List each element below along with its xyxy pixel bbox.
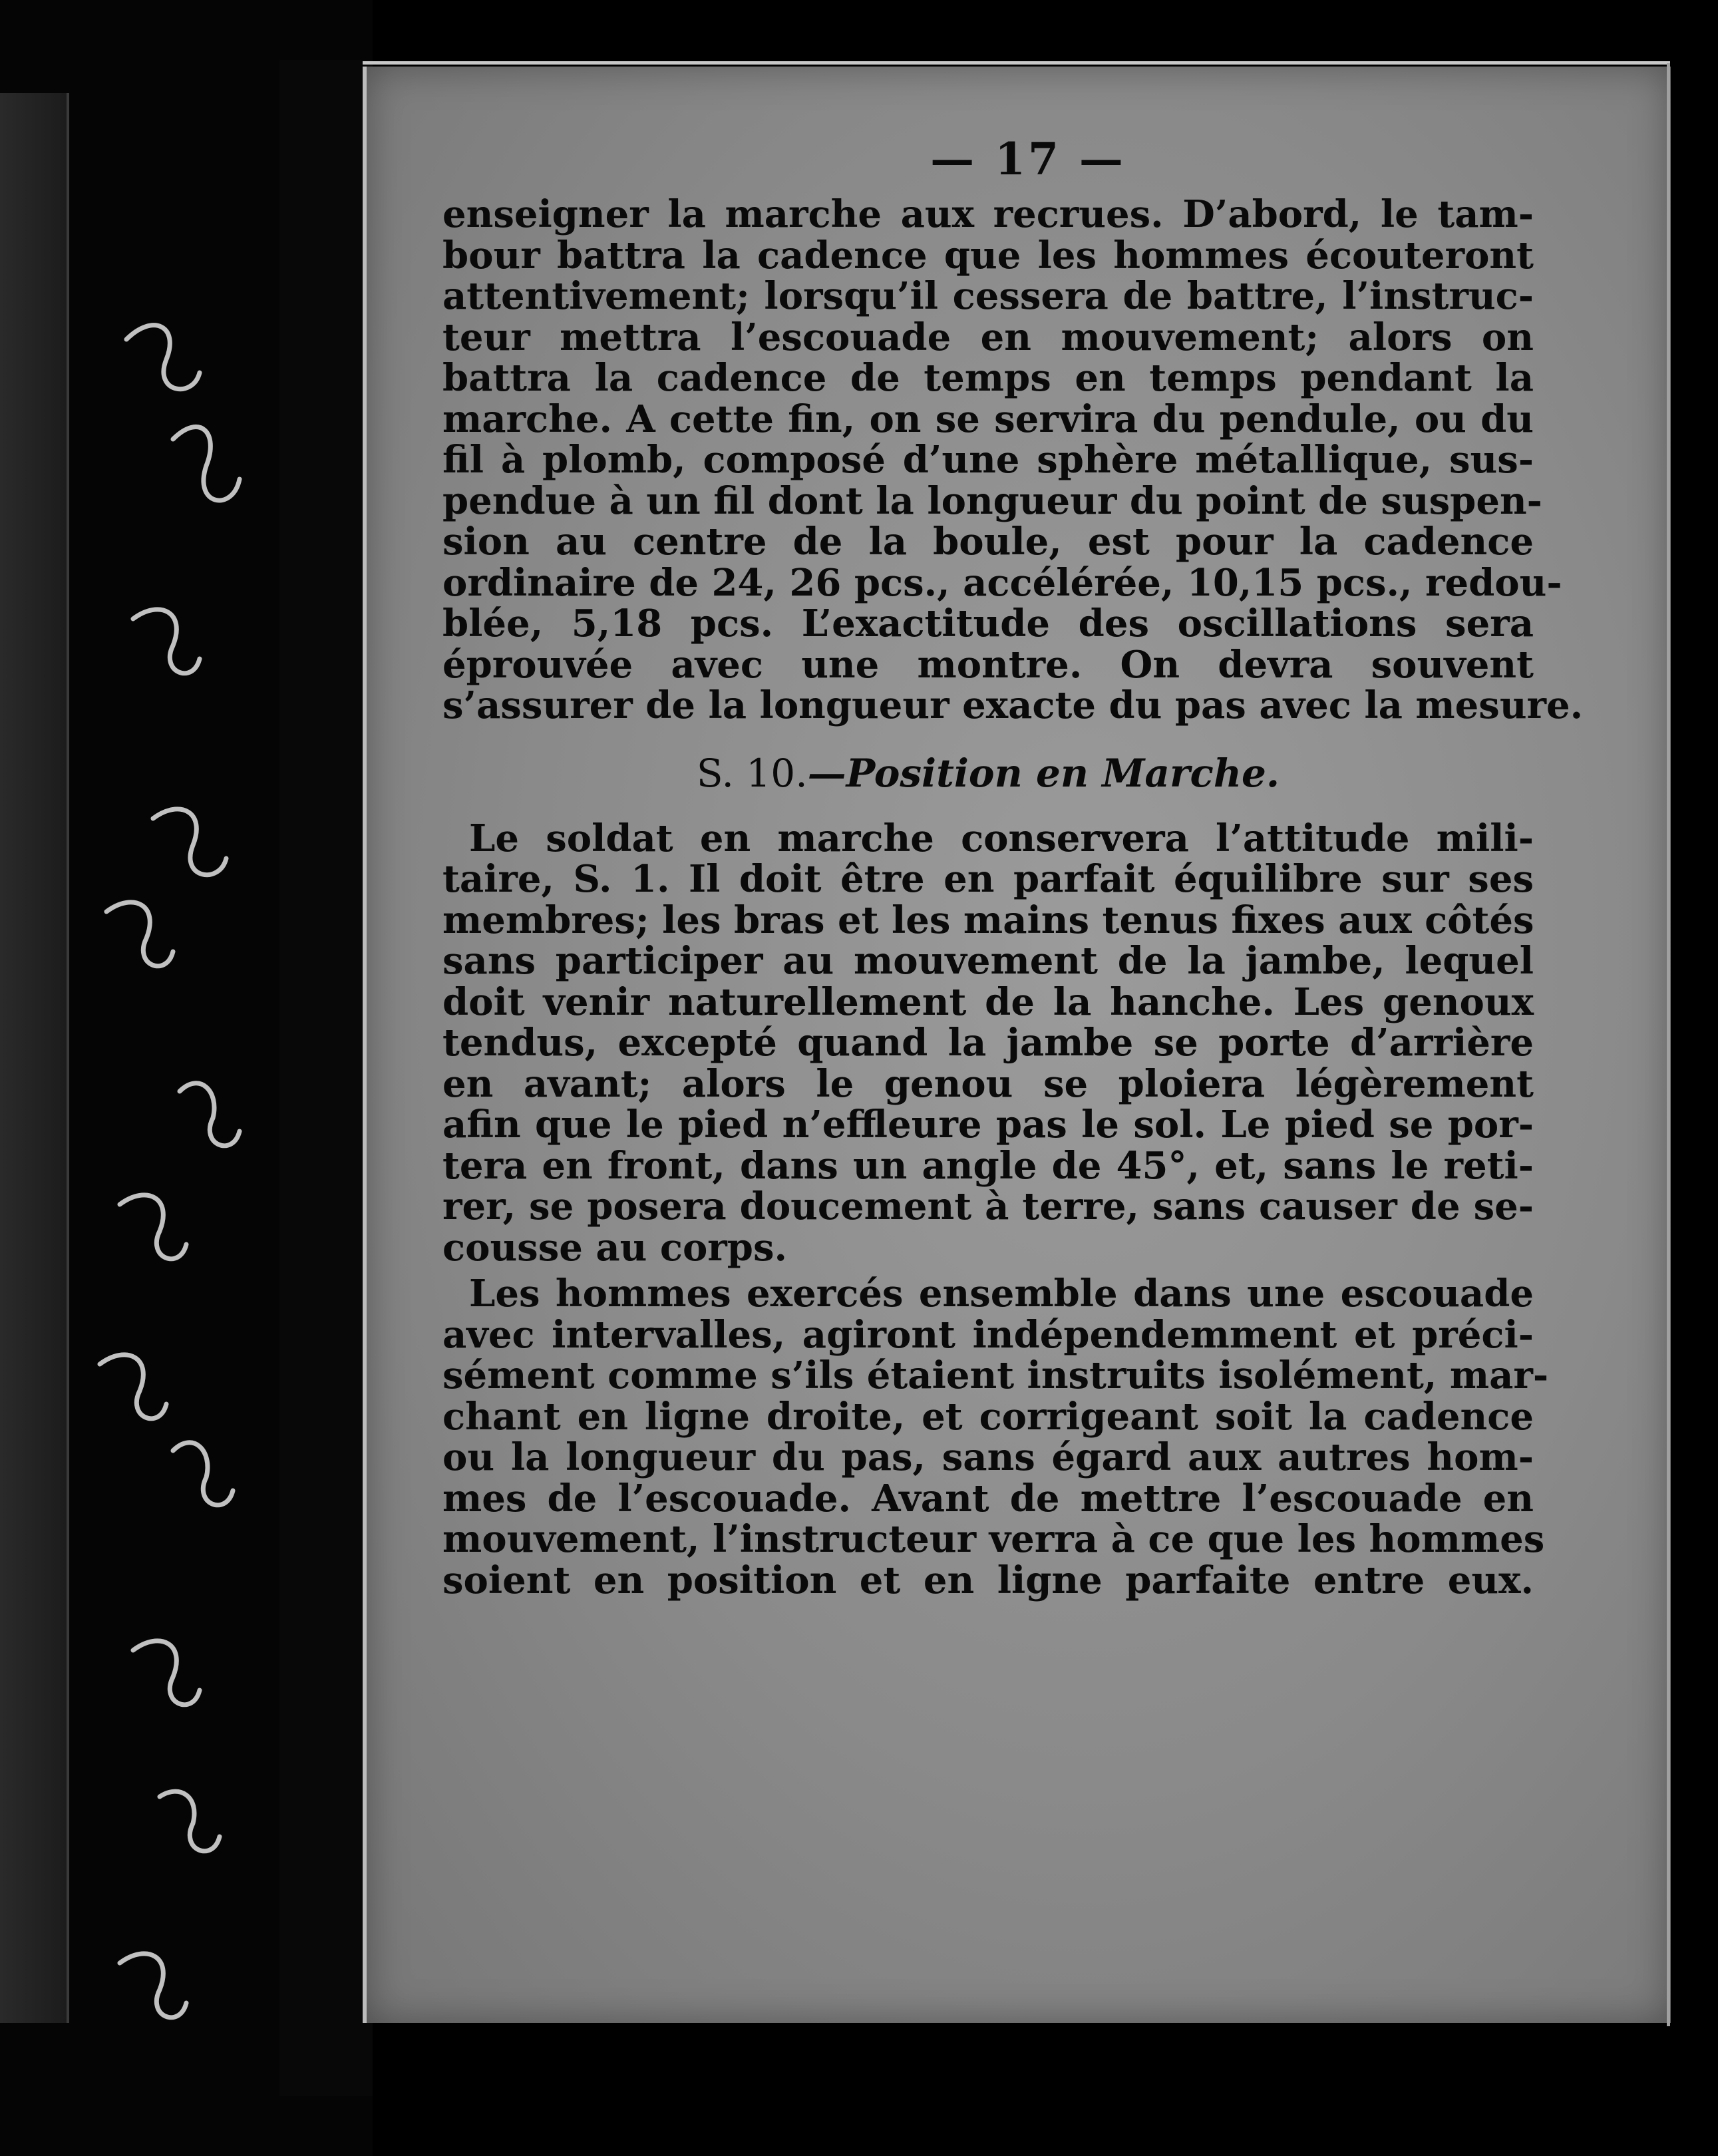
text-line: sans participer au mouvement de la jambe, lequel bbox=[442, 939, 1534, 983]
text-line: doit venir naturellement de la hanche. Les genoux bbox=[442, 980, 1534, 1024]
page-right-border bbox=[1667, 63, 1670, 2026]
text-line: mouvement, l’instructeur verra à ce que les hommes bbox=[442, 1517, 1545, 1561]
text-line: mes de l’escouade. Avant de mettre l’escouade en bbox=[442, 1476, 1534, 1521]
text-line: bour battra la cadence que les hommes écouteront bbox=[442, 233, 1534, 277]
section-number: S. 10. bbox=[696, 750, 808, 796]
page-text-block bbox=[442, 133, 1584, 1602]
binding-threads bbox=[0, 0, 399, 2156]
paragraph-escouade bbox=[442, 1272, 1549, 1602]
text-line: tera en front, dans un angle de 45°, et, sans le reti- bbox=[442, 1143, 1534, 1188]
section-heading bbox=[442, 751, 1534, 796]
text-line: sion au centre de la boule, est pour la cadence bbox=[442, 520, 1534, 564]
text-line: enseigner la marche aux recrues. D’abord, le tam- bbox=[442, 192, 1534, 236]
text-line: fil à plomb, composé d’une sphère métallique, sus- bbox=[442, 438, 1534, 482]
text-line: ordinaire de 24, 26 pcs., accélérée, 10,15 pcs., redou- bbox=[442, 560, 1562, 605]
paragraph-continuation bbox=[442, 192, 1584, 727]
text-line: ou la longueur du pas, sans égard aux autres hom- bbox=[442, 1435, 1534, 1479]
text-line: pendue à un fil dont la longueur du point de suspen- bbox=[442, 478, 1542, 523]
text-line: soient en position et en ligne parfaite entre eux. bbox=[442, 1558, 1534, 1602]
section-title: —Position en Marche. bbox=[807, 750, 1280, 796]
text-line: s’assurer de la longueur exacte du pas avec la mesure. bbox=[442, 683, 1584, 727]
text-line: éprouvée avec une montre. On devra souvent bbox=[442, 642, 1534, 687]
text-line: avec intervalles, agiront indépendemment et préci- bbox=[442, 1312, 1534, 1357]
text-line: Les hommes exercés ensemble dans une escouade bbox=[469, 1272, 1534, 1316]
text-line: chant en ligne droite, et corrigeant soit la cadence bbox=[442, 1394, 1534, 1439]
page-number: — 17 — bbox=[930, 133, 1126, 185]
text-line: afin que le pied n’effleure pas le sol. Le pied se por- bbox=[442, 1103, 1534, 1147]
text-line: attentivement; lorsqu’il cessera de battre, l’instruc- bbox=[442, 274, 1534, 318]
page-top-border bbox=[363, 61, 1670, 65]
text-line: marche. A cette fin, on se servira du pendule, ou du bbox=[442, 397, 1534, 441]
paragraph-position-en-marche bbox=[442, 818, 1534, 1269]
text-line: taire, S. 1. Il doit être en parfait équilibre sur ses bbox=[442, 857, 1534, 901]
text-line: teur mettra l’escouade en mouvement; alors on bbox=[442, 315, 1534, 359]
text-line: Le soldat en marche conservera l’attitude mili- bbox=[469, 816, 1534, 860]
text-line: cousse au corps. bbox=[442, 1225, 787, 1270]
text-line: tendus, excepté quand la jambe se porte d’arrière bbox=[442, 1021, 1534, 1065]
text-line: blée, 5,18 pcs. L’exactitude des oscillations sera bbox=[442, 602, 1534, 645]
text-line: battra la cadence de temps en temps pendant la bbox=[442, 356, 1534, 400]
text-line: sément comme s’ils étaient instruits isolément, mar- bbox=[442, 1353, 1549, 1397]
text-line: membres; les bras et les mains tenus fixes aux côtés bbox=[442, 898, 1534, 942]
text-line: rer, se posera doucement à terre, sans causer de se- bbox=[442, 1184, 1534, 1228]
text-line: en avant; alors le genou se ploiera légèrement bbox=[442, 1061, 1534, 1106]
